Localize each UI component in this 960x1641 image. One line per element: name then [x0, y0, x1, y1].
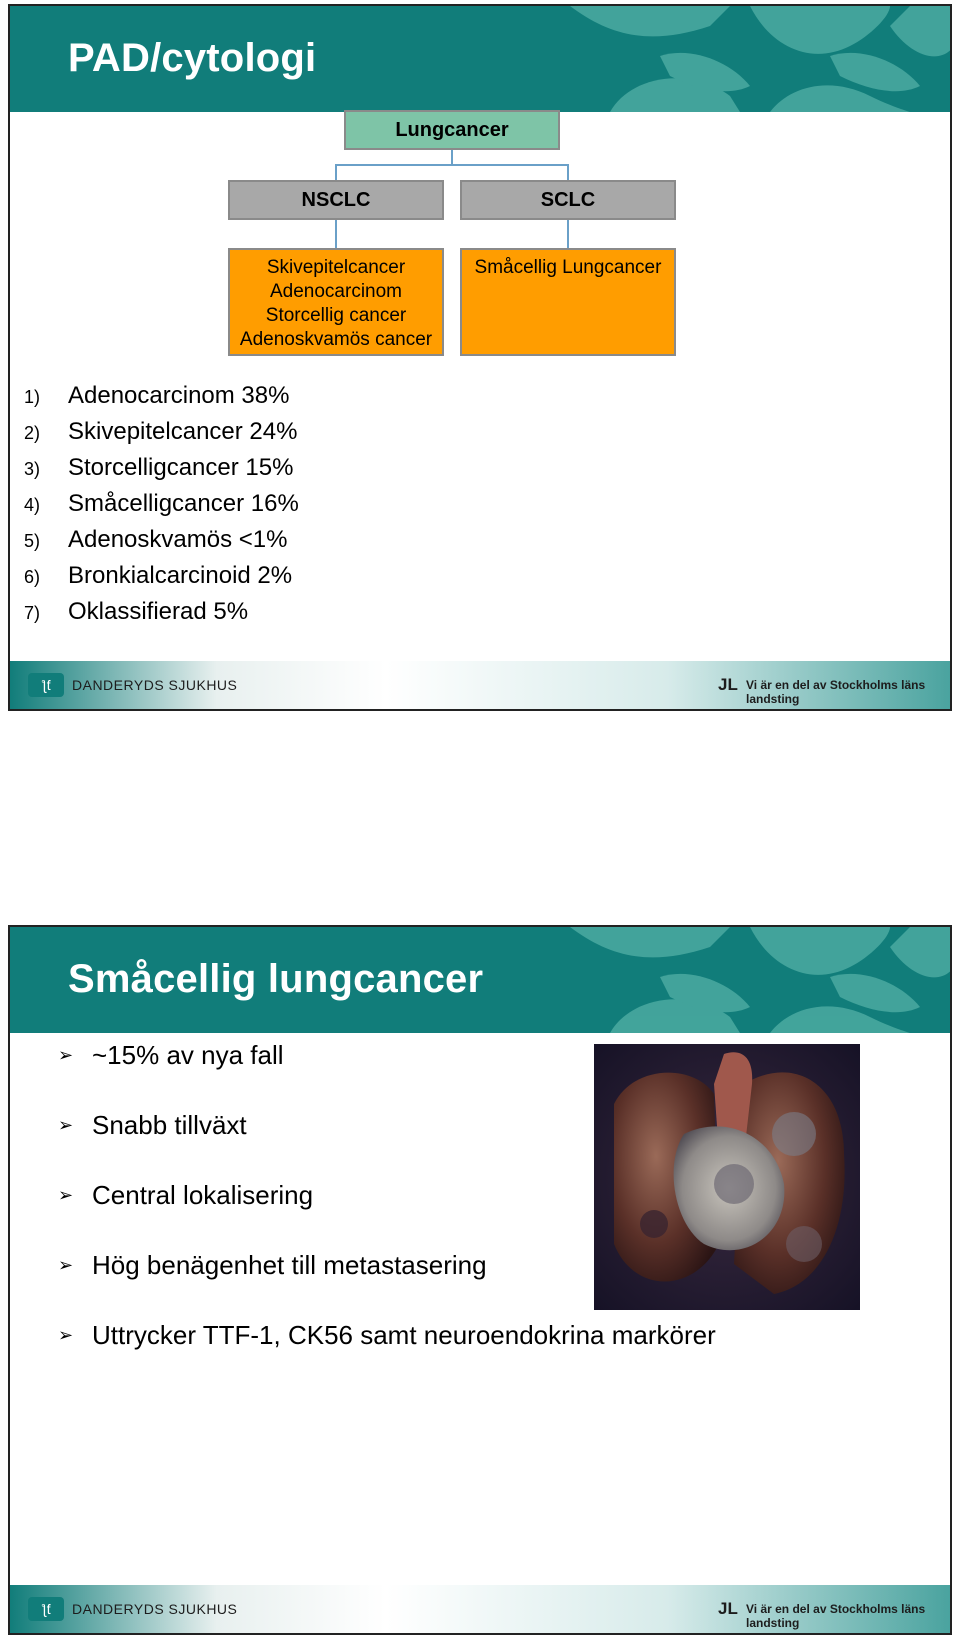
- histology-stat-list: [24, 378, 299, 630]
- diagram-connector: [335, 220, 337, 248]
- list-item: [58, 1320, 716, 1390]
- bullet-text: Central lokalisering: [92, 1180, 314, 1210]
- list-text: Småcelligcancer 16%: [68, 490, 299, 517]
- diagram-connector: [335, 164, 337, 180]
- diagram-node-nsclc: NSCLC: [228, 180, 444, 220]
- list-item: [24, 378, 299, 414]
- diagram-root-lungcancer: Lungcancer: [344, 110, 560, 150]
- list-item: [24, 594, 299, 630]
- arrow-bullet-icon: ➢: [58, 1045, 74, 1065]
- diagram-nsclc-types: [228, 248, 444, 356]
- list-number: 6): [24, 567, 41, 587]
- diagram-node-sclc: SCLC: [460, 180, 676, 220]
- hospital-logo-icon: ƪƭ: [28, 673, 64, 697]
- list-number: 3): [24, 459, 41, 479]
- sll-logo-icon: JL: [718, 1599, 738, 1618]
- list-text: Bronkialcarcinoid 2%: [68, 562, 293, 589]
- bullet-text: Snabb tillväxt: [92, 1110, 247, 1140]
- list-number: 7): [24, 603, 41, 623]
- list-item: [24, 414, 299, 450]
- bullet-text: Hög benägenhet till metastasering: [92, 1250, 487, 1280]
- sll-logo-icon: JL: [718, 675, 738, 694]
- bullet-text: Uttrycker TTF-1, CK56 samt neuroendokrina markörer: [92, 1320, 716, 1350]
- hospital-name: DANDERYDS SJUKHUS: [72, 1601, 238, 1617]
- list-text: Adenocarcinom 38%: [68, 382, 290, 409]
- list-number: 1): [24, 387, 41, 407]
- nsclc-type-item: Skivepitelcancer: [266, 257, 406, 278]
- diagram-connector: [451, 150, 453, 164]
- bullet-text: ~15% av nya fall: [92, 1040, 284, 1070]
- diagram-connector: [567, 220, 569, 248]
- list-item: [24, 558, 299, 594]
- slide-header: [10, 6, 950, 112]
- nsclc-type-item: Storcellig cancer: [265, 305, 407, 326]
- diagram-connector: [567, 164, 569, 180]
- nsclc-type-item: Adenocarcinom: [269, 281, 403, 302]
- slide-pad-cytologi: [8, 4, 952, 711]
- footer-tagline: Vi är en del av Stockholms läns landsting: [746, 678, 926, 706]
- footer-tagline: Vi är en del av Stockholms läns landsting: [746, 1602, 926, 1630]
- list-item: [24, 450, 299, 486]
- slide-title: PAD/cytologi: [68, 36, 317, 80]
- list-text: Storcelligcancer 15%: [68, 454, 294, 481]
- slide-footer: [10, 661, 950, 709]
- diagram-sclc-types: [460, 248, 676, 356]
- list-item: [24, 486, 299, 522]
- arrow-bullet-icon: ➢: [58, 1115, 74, 1135]
- sclc-type-item: Småcellig Lungcancer: [474, 257, 662, 278]
- hospital-logo-icon: ƪƭ: [28, 1597, 64, 1621]
- list-text: Oklassifierad 5%: [68, 598, 249, 625]
- list-text: Skivepitelcancer 24%: [68, 418, 298, 445]
- hospital-name: DANDERYDS SJUKHUS: [72, 677, 238, 693]
- list-number: 4): [24, 495, 41, 515]
- diagram-connector: [335, 164, 569, 166]
- lung-specimen-photo: [594, 1044, 860, 1310]
- arrow-bullet-icon: ➢: [58, 1325, 74, 1345]
- list-text: Adenoskvamös <1%: [68, 526, 288, 553]
- arrow-bullet-icon: ➢: [58, 1185, 74, 1205]
- arrow-bullet-icon: ➢: [58, 1255, 74, 1275]
- list-item: [24, 522, 299, 558]
- list-number: 2): [24, 423, 41, 443]
- list-number: 5): [24, 531, 41, 551]
- slide-footer: [10, 1585, 950, 1633]
- nsclc-type-item: Adenoskvamös cancer: [239, 329, 433, 350]
- slide-header: [10, 927, 950, 1033]
- slide-title: Småcellig lungcancer: [68, 957, 484, 1001]
